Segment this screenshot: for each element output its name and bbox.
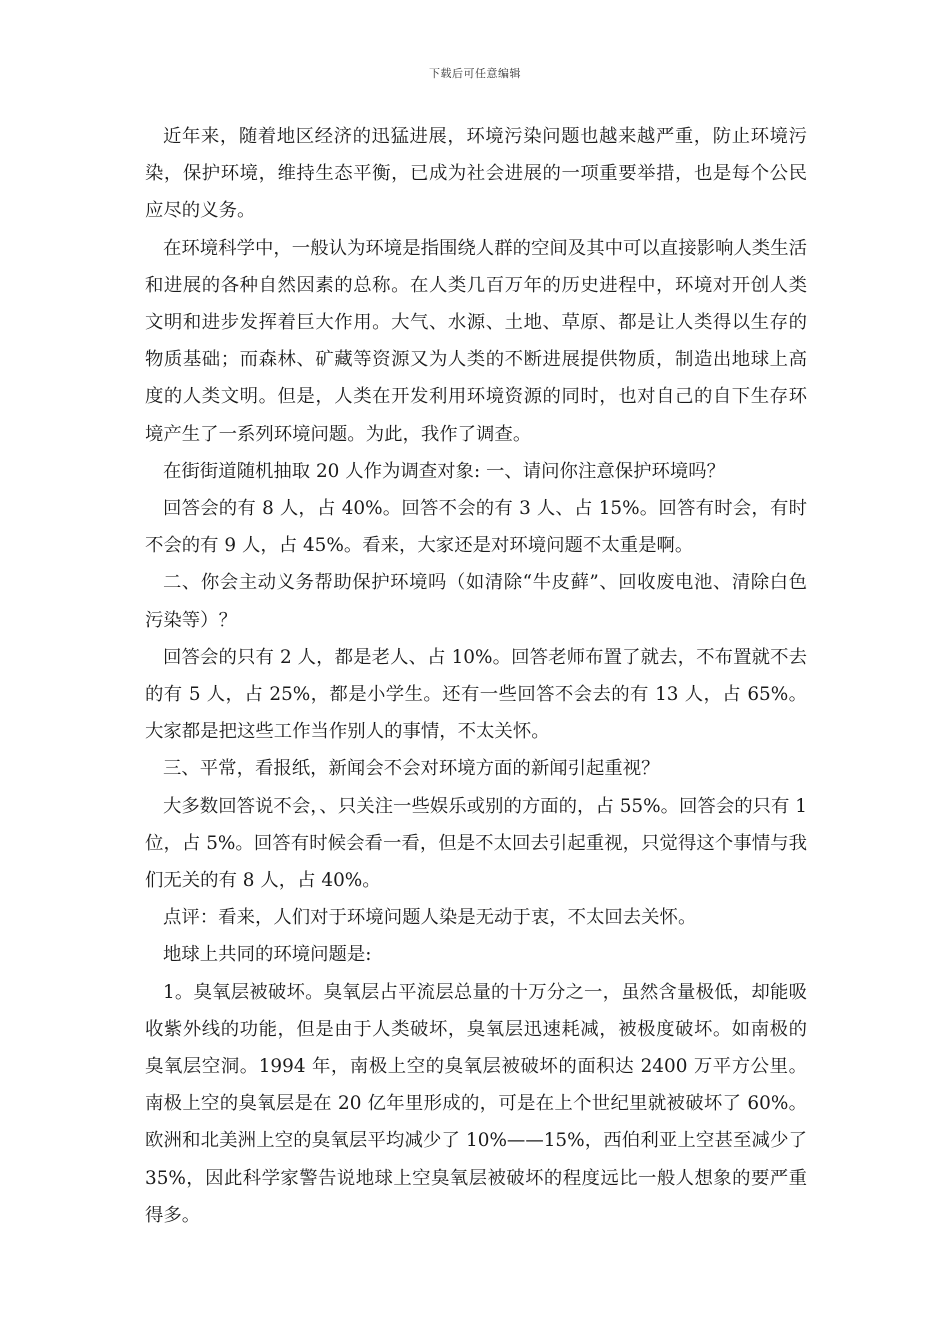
paragraph-intro: 近年来，随着地区经济的迅猛进展，环境污染问题也越来越严重，防止环境污染，保护环境，维持生态平衡，已成为社会进展的一项重要举措，也是每个公民应尽的义务。 <box>145 126 807 222</box>
paragraph-survey-answer-2: 回答会的只有 2 人，都是老人、占 10%。回答老师布置了就去，不布置就不去的有 5 人，占 25%，都是小学生。还有一些回答不会去的有 13 人，占 65%。大家都是把这些工作当作别人的事情，不太关怀。 <box>145 646 807 743</box>
paragraph-global-issues-heading: 地球上共同的环境问题是: <box>163 944 372 966</box>
paragraph-comment: 点评：看来，人们对于环境问题人染是无动于衷，不太回去关怀。 <box>163 907 697 929</box>
paragraph-ozone-layer: 1。臭氧层被破坏。臭氧层占平流层总量的十万分之一，虽然含量极低，却能吸收紫外线的功能，但是由于人类破坏，臭氧层迅速耗减，被极度破坏。如南极的臭氧层空洞。1994 年，南极上空的臭氧层被破坏的面积达 2400 万平方公里。南极上空的臭氧层是在 20 亿年里形成的，可是在上个世纪里就被破坏了 60%。欧洲和北美洲上空的臭氧层平均减少了 10%——15%，西伯利亚上空甚至减少了 35%，因此科学家警告说地球上空臭氧层被破坏的程度远比一般人想象的要严重得多。 <box>145 981 807 1226</box>
paragraph-environment-science: 在环境科学中，一般认为环境是指围绕人群的空间及其中可以直接影响人类生活和进展的各种自然因素的总称。在人类几百万年的历史进程中，环境对开创人类文明和进步发挥着巨大作用。大气、水源、土地、草原、都是让人类得以生存的物质基础；而森林、矿藏等资源又为人类的不断进展提供物质，制造出地球上高度的人类文明。但是，人类在开发利用环境资源的同时，也对自己的自下生存环境产生了一系列环境问题。为此，我作了调查。 <box>145 237 807 445</box>
document-body <box>145 118 807 1234</box>
paragraph-survey-answer-3: 大多数回答说不会，、只关注一些娱乐或别的方面的，占 55%。回答会的只有 1 位，占 5%。回答有时候会看一看，但是不太回去引起重视，只觉得这个事情与我们无关的有 8 人，占 40%。 <box>145 795 807 892</box>
page-header: 下载后可任意编辑 <box>429 67 521 80</box>
paragraph-survey-question-2: 二、你会主动义务帮助保护环境吗（如清除“牛皮藓”、回收废电池、清除白色污染等）？ <box>145 572 807 631</box>
paragraph-survey-answer-1: 回答会的有 8 人，占 40%。回答不会的有 3 人、占 15%。回答有时会，有时不会的有 9 人，占 45%。看来，大家还是对环境问题不太重是啊。 <box>145 498 807 557</box>
paragraph-survey-question-1: 在街街道随机抽取 20 人作为调查对象: 一、请问你注意保护环境吗？ <box>163 460 726 482</box>
paragraph-survey-question-3: 三、平常，看报纸，新闻会不会对环境方面的新闻引起重视？ <box>163 758 660 780</box>
